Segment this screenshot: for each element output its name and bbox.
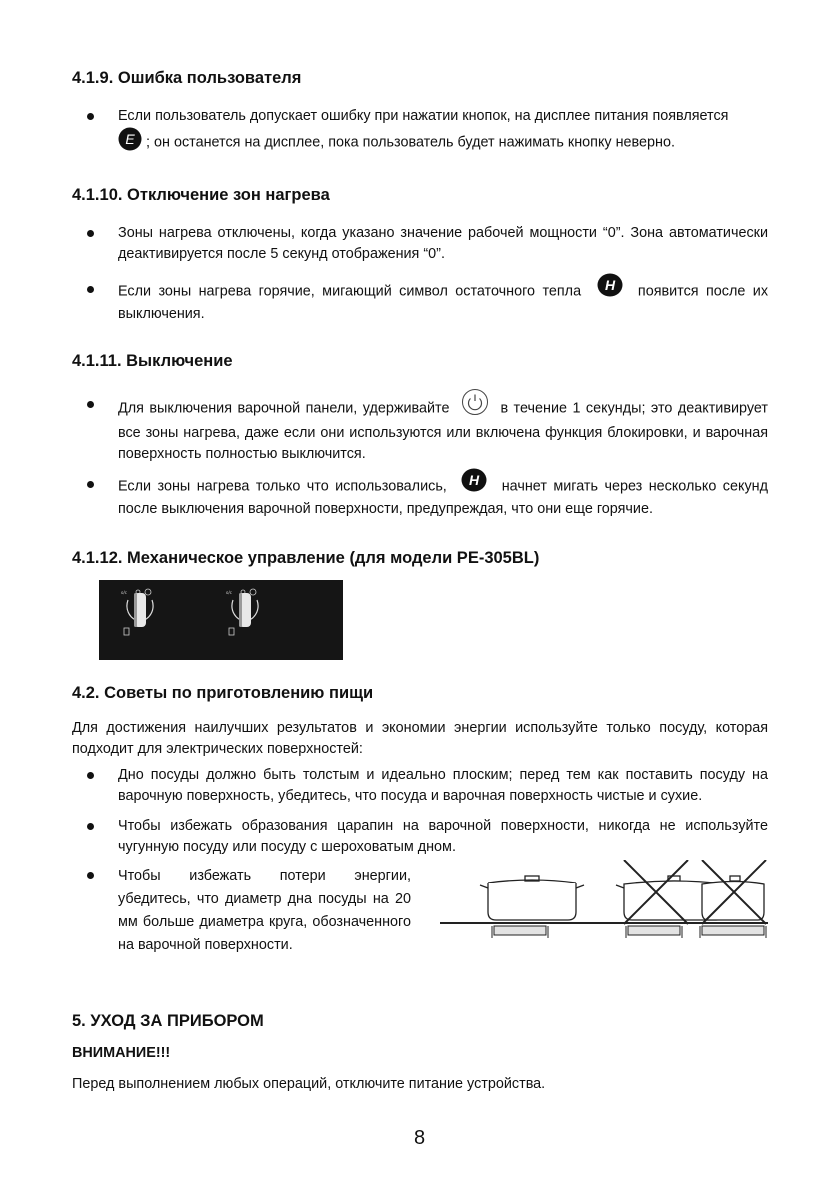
cooking-tips-intro — [72, 718, 768, 760]
bullet-zone-off — [72, 223, 768, 265]
bullet-text: Дно посуды должно быть толстым и идеально плоским; перед тем как поставить посуду на варочную поверхность, убедитесь, что посуда и варочная поверхность чистые и сухие. — [72, 765, 768, 807]
bullet-text: Чтобы избежать образования царапин на варочной поверхности, никогда не используйте чугунную посуду или посуду с шероховатым дном. — [72, 816, 768, 858]
warning-label: ВНИМАНИЕ!!! — [72, 1045, 171, 1061]
control-knob-right-icon — [226, 589, 258, 635]
control-knob-left-icon — [121, 589, 153, 635]
svg-text:H: H — [604, 277, 615, 293]
bullet-power-off — [72, 394, 768, 465]
bullet-pot-diameter — [72, 865, 411, 957]
bullet-hot-warning — [72, 474, 768, 520]
power-button-icon — [461, 388, 489, 423]
care-paragraph: Перед выполнением любых операций, отключите питание устройства. — [72, 1076, 546, 1092]
residual-heat-h-icon — [597, 273, 623, 304]
section-title-4-2: 4.2. Советы по приготовлению пищи — [72, 684, 374, 702]
mechanical-control-panel-image — [99, 580, 343, 660]
svg-text:H: H — [469, 472, 480, 488]
bullet-text: Зоны нагрева отключены, когда указано значение рабочей мощности “0”. Зона автоматически деактивируется после 5 секунд отображения “0”. — [72, 223, 768, 265]
bullet-text-part1: Если зоны нагрева горячие, мигающий символ остаточного тепла — [118, 283, 582, 300]
section-title-4-1-10: 4.1.10. Отключение зон нагрева — [72, 186, 330, 204]
svg-text:o/c: o/c — [226, 590, 232, 595]
error-e-icon — [118, 127, 142, 158]
bullet-text-part1: Для выключения варочной панели, удерживайте — [118, 400, 450, 417]
svg-text:E: E — [125, 131, 135, 147]
bullet-text-part2: в течение 1 секунды; это деактивирует все зоны нагрева, даже если они используются или включена функция блокировки, и варочная поверхность полностью выключится. — [118, 400, 769, 462]
section-title-4-1-9: 4.1.9. Ошибка пользователя — [72, 69, 302, 87]
bullet-text-part1: Если зоны нагрева только что использовались, — [118, 478, 447, 495]
bullet-cookware-bottom — [72, 765, 768, 807]
pot-size-illustration — [440, 860, 768, 952]
bullet-user-error — [72, 106, 768, 158]
section-title-5: 5. УХОД ЗА ПРИБОРОМ — [72, 1012, 264, 1030]
bullet-text: Чтобы избежать потери энергии, убедитесь, что диаметр дна посуды на 20 мм больше диаметра круга, обозначенного на варочной поверхности. — [72, 865, 411, 957]
bullet-residual-heat — [72, 279, 768, 325]
bullet-no-scratches — [72, 816, 768, 858]
bullet-text-part2: начнет мигать через несколько секунд после выключения варочной поверхности, предупреждая, что они еще горячие. — [118, 478, 768, 517]
wrong-pot-small-icon — [700, 860, 766, 938]
care-text — [72, 1074, 768, 1095]
bullet-text-part2: появится после их выключения. — [118, 283, 769, 322]
intro-text: Для достижения наилучших результатов и экономии энергии используйте только посуду, которая подходит для электрических поверхностей: — [72, 720, 768, 757]
bullet-text-part1: Если пользователь допускает ошибку при нажатии кнопок, на дисплее питания появляется — [118, 108, 729, 124]
svg-text:o/c: o/c — [121, 590, 127, 595]
bullet-text-part2: ; он останется на дисплее, пока пользователь будет нажимать кнопку неверно. — [146, 134, 675, 151]
page-number: 8 — [413, 1127, 426, 1149]
correct-pot-icon — [440, 876, 630, 938]
section-title-4-1-11: 4.1.11. Выключение — [72, 352, 233, 370]
residual-heat-h-icon — [461, 468, 487, 499]
section-title-4-1-12: 4.1.12. Механическое управление (для модели PE-305BL) — [72, 549, 540, 567]
